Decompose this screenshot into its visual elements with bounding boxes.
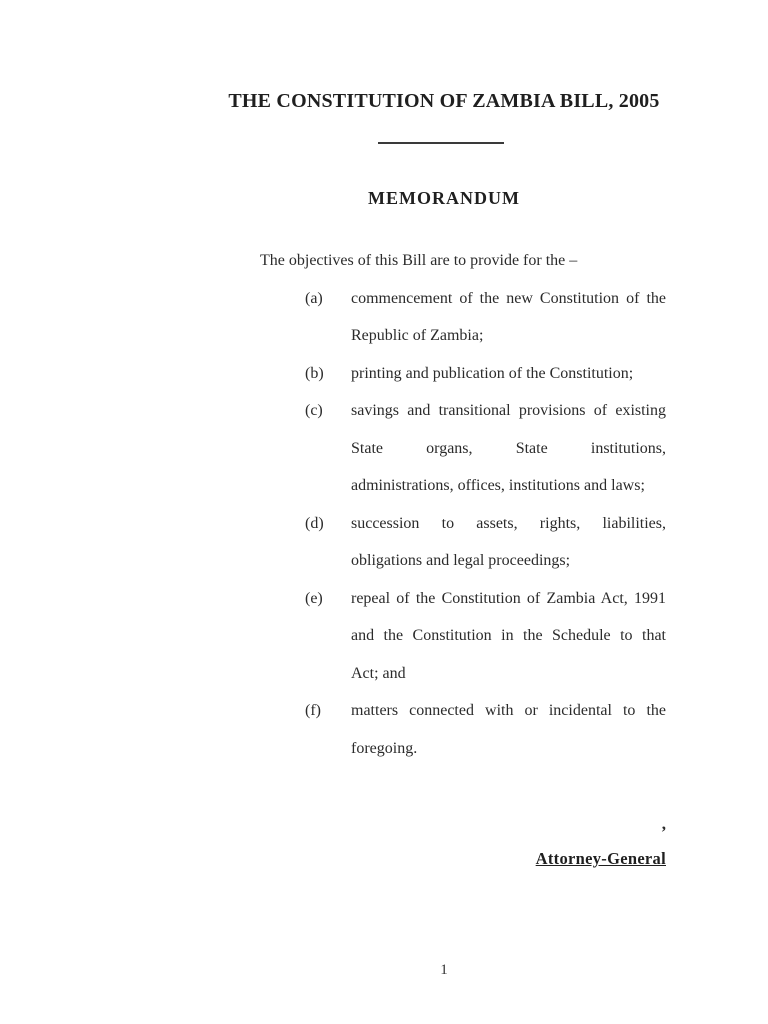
- list-item-d: [222, 505, 666, 580]
- item-marker-e: (e): [305, 589, 323, 607]
- item-line: savings and transitional provisions of existing: [351, 402, 666, 419]
- item-line: State organs, State institutions,: [351, 439, 666, 457]
- item-line: repeal of the Constitution of Zambia Act, 1991: [351, 589, 666, 607]
- item-line: printing and publication of the Constitution;: [351, 364, 634, 382]
- title-divider-rule: [378, 142, 504, 144]
- item-marker-c: (c): [305, 402, 323, 419]
- signature-name: Attorney-General: [535, 849, 666, 868]
- item-line: matters connected with or incidental to the: [351, 702, 666, 719]
- item-line: succession to assets, rights, liabilities,: [351, 514, 666, 532]
- signature-comma: ,: [661, 814, 666, 833]
- document-title: THE CONSTITUTION OF ZAMBIA BILL, 2005: [228, 90, 660, 112]
- item-line: Act; and: [351, 664, 406, 682]
- item-line: Republic of Zambia;: [351, 327, 484, 344]
- item-marker-b: (b): [305, 364, 324, 382]
- list-item-e: [222, 580, 666, 693]
- intro-text: The objectives of this Bill are to provide for the –: [260, 252, 578, 269]
- item-line: commencement of the new Constitution of the: [351, 289, 666, 307]
- list-item-c: [222, 392, 666, 505]
- item-line: and the Constitution in the Schedule to that: [351, 627, 666, 644]
- text-column: [222, 0, 666, 1024]
- list-item-b: [222, 355, 666, 393]
- page-number: 1: [440, 962, 448, 978]
- memorandum-body: [222, 242, 666, 767]
- item-marker-d: (d): [305, 514, 324, 532]
- list-item-f: [222, 692, 666, 767]
- item-line: foregoing.: [351, 739, 418, 757]
- item-line: administrations, offices, institutions and laws;: [351, 477, 645, 494]
- item-marker-a: (a): [305, 289, 323, 307]
- item-marker-f: (f): [305, 702, 321, 719]
- item-line: obligations and legal proceedings;: [351, 552, 571, 569]
- list-item-a: [222, 280, 666, 355]
- memorandum-heading: MEMORANDUM: [368, 188, 520, 208]
